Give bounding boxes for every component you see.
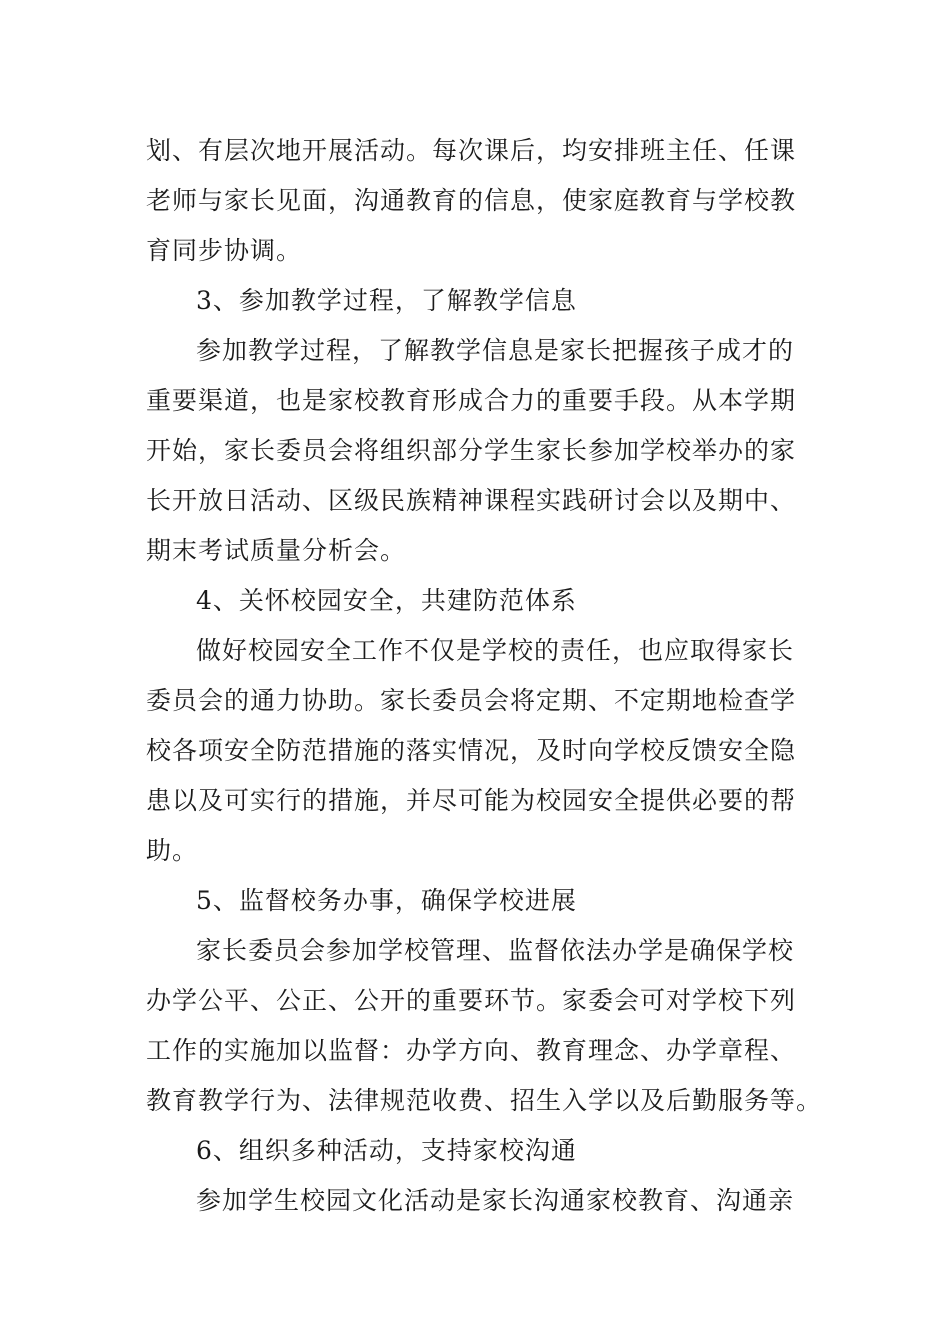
paragraph-line: 校各项安全防范措施的落实情况，及时向学校反馈安全隐 xyxy=(146,736,797,765)
paragraph-line: 参加学生校园文化活动是家长沟通家校教育、沟通亲 xyxy=(196,1186,795,1215)
section-heading: 3、参加教学过程，了解教学信息 xyxy=(196,286,577,315)
paragraph-line: 期末考试质量分析会。 xyxy=(146,536,407,565)
paragraph-line: 长开放日活动、区级民族精神课程实践研讨会以及期中、 xyxy=(146,486,797,515)
paragraph-line: 老师与家长见面，沟通教育的信息，使家庭教育与学校教 xyxy=(146,186,797,215)
paragraph-line: 办学公平、公正、公开的重要环节。家委会可对学校下列 xyxy=(146,986,797,1015)
paragraph-line: 工作的实施加以监督：办学方向、教育理念、办学章程、 xyxy=(146,1036,797,1065)
section-heading: 5、监督校务办事，确保学校进展 xyxy=(196,886,577,915)
section-heading: 6、组织多种活动，支持家校沟通 xyxy=(196,1136,577,1165)
paragraph-line: 参加教学过程，了解教学信息是家长把握孩子成才的 xyxy=(196,336,795,365)
paragraph-line: 患以及可实行的措施，并尽可能为校园安全提供必要的帮 xyxy=(146,786,797,815)
paragraph-line: 教育教学行为、法律规范收费、招生入学以及后勤服务等。 xyxy=(146,1086,823,1115)
paragraph-line: 重要渠道，也是家校教育形成合力的重要手段。从本学期 xyxy=(146,386,797,415)
section-heading: 4、关怀校园安全，共建防范体系 xyxy=(196,586,577,615)
paragraph-line: 开始，家长委员会将组织部分学生家长参加学校举办的家 xyxy=(146,436,797,465)
paragraph-line: 助。 xyxy=(146,836,199,865)
paragraph-line: 做好校园安全工作不仅是学校的责任，也应取得家长 xyxy=(196,636,795,665)
paragraph-line: 委员会的通力协助。家长委员会将定期、不定期地检查学 xyxy=(146,686,797,715)
document-body xyxy=(146,126,826,1226)
paragraph-line: 育同步协调。 xyxy=(146,236,303,265)
paragraph-line: 划、有层次地开展活动。每次课后，均安排班主任、任课 xyxy=(146,136,797,165)
paragraph-line: 家长委员会参加学校管理、监督依法办学是确保学校 xyxy=(196,936,795,965)
